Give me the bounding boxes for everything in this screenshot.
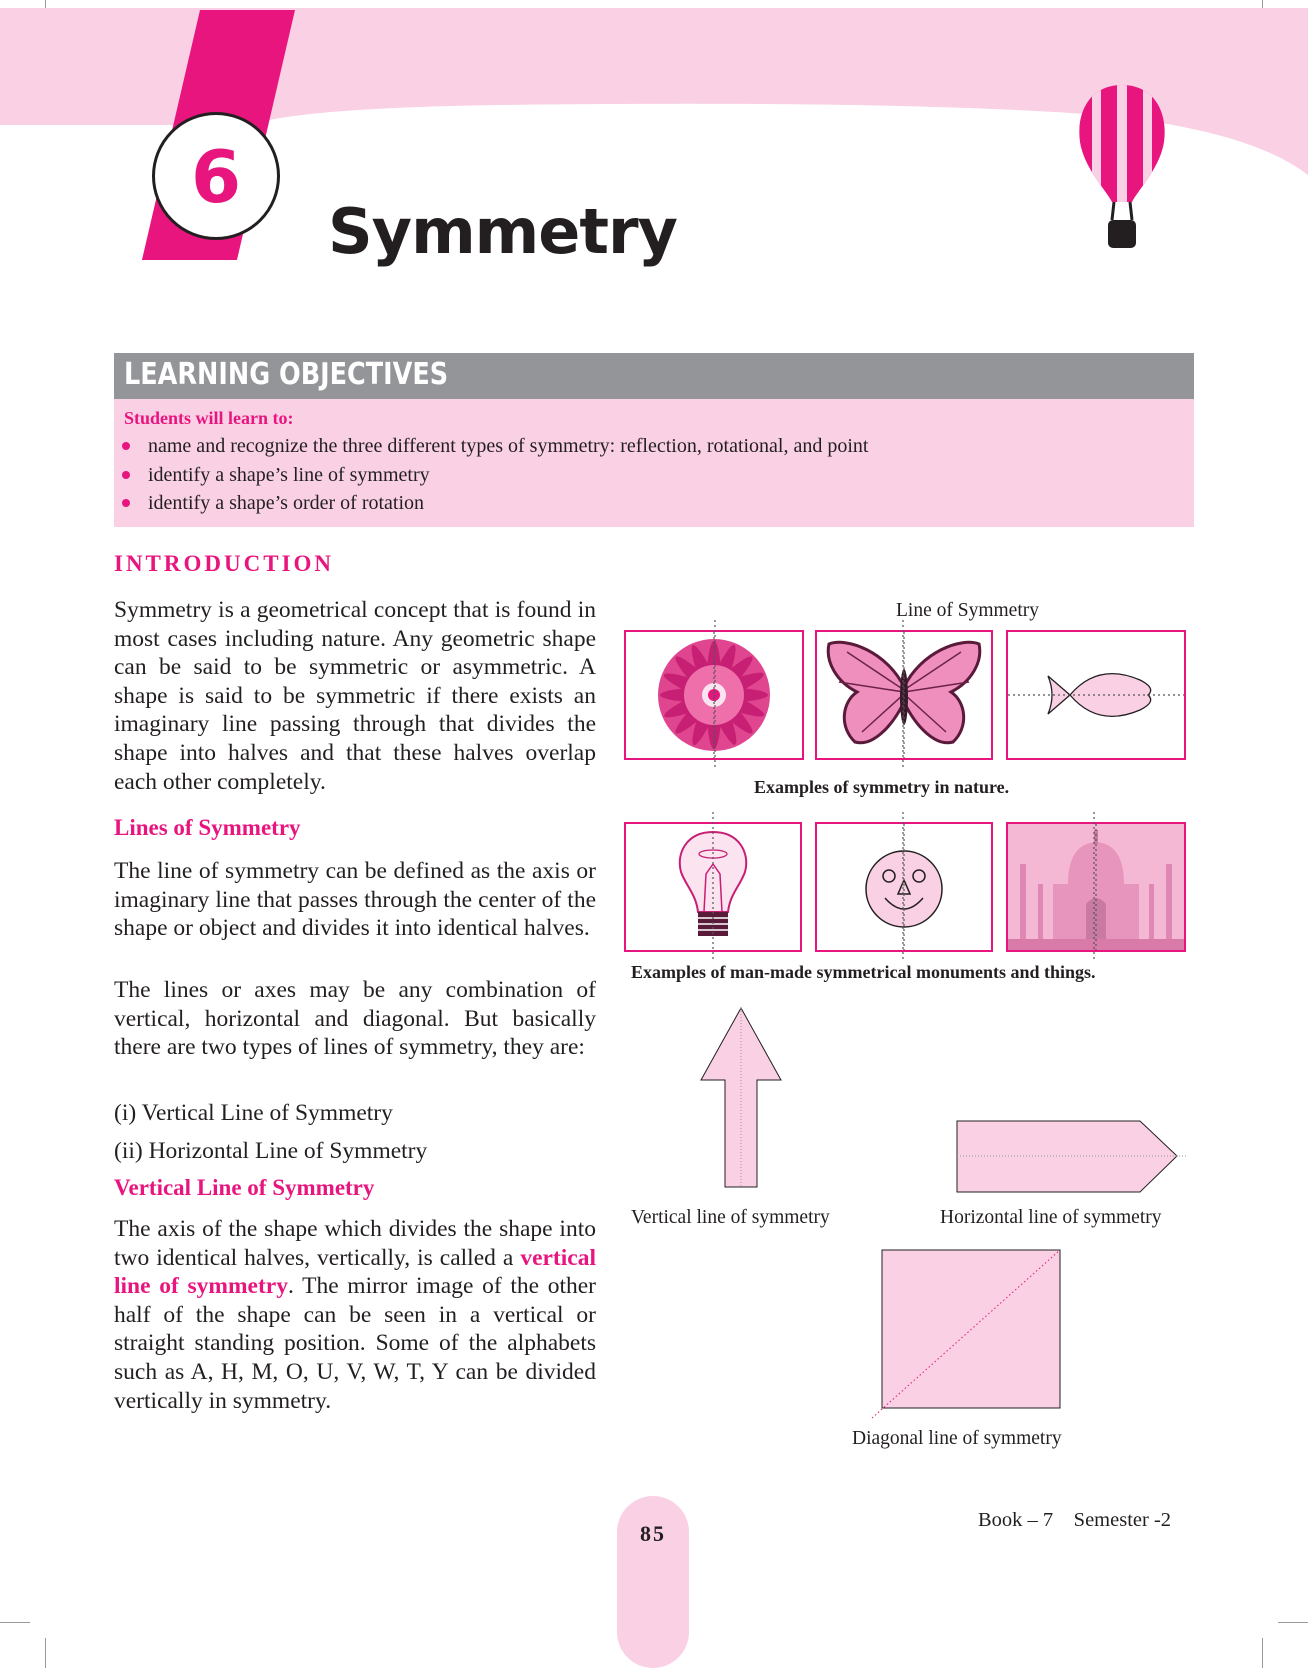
horizontal-pentagon-shape	[955, 1118, 1187, 1196]
vertical-arrow-shape	[696, 1005, 786, 1190]
diagonal-caption: Diagonal line of symmetry	[852, 1428, 1062, 1449]
learning-objectives-heading: LEARNING OBJECTIVES	[124, 357, 449, 392]
symmetry-axis-taj	[1091, 812, 1097, 962]
list-item: (ii) Horizontal Line of Symmetry	[114, 1138, 428, 1164]
book-semester-label: Book – 7 Semester -2	[978, 1509, 1172, 1531]
nature-caption: Examples of symmetry in nature.	[754, 777, 1010, 797]
bullet-icon	[122, 471, 130, 479]
vertical-line-paragraph: The axis of the shape which divides the shape into two identical halves, vertically, is called a vertical line of symmetry. The mirror image of the other half of the shape can be seen in a vertical or straight standing position. Some of the alphabets such as A, H, M, O, U, V, W, T, Y can be divided vertically in symmetry.	[114, 1216, 596, 1414]
symmetry-axis-bulb	[710, 812, 716, 962]
objective-item: identify a shape’s line of symmetry	[148, 464, 430, 487]
chapter-slash-shape	[130, 0, 132, 2]
chapter-title: Symmetry	[328, 195, 677, 268]
learning-objectives-lead: Students will learn to:	[124, 408, 294, 428]
lines-of-symmetry-heading: Lines of Symmetry	[114, 815, 301, 840]
symmetry-axis-smiley	[900, 812, 906, 962]
vertical-line-heading: Vertical Line of Symmetry	[114, 1175, 375, 1200]
objective-item: identify a shape’s order of rotation	[148, 492, 424, 515]
horizontal-caption: Horizontal line of symmetry	[940, 1207, 1162, 1228]
vertical-caption: Vertical line of symmetry	[631, 1207, 830, 1228]
manmade-caption: Examples of man-made symmetrical monuments and things.	[631, 962, 1096, 982]
hot-air-balloon-icon	[1072, 80, 1172, 260]
symmetry-axis-butterfly	[900, 620, 906, 770]
list-item: (i) Vertical Line of Symmetry	[114, 1100, 393, 1126]
fish-figure	[1006, 630, 1186, 760]
lines-of-symmetry-paragraph-2: The lines or axes may be any combination of vertical, horizontal and diagonal. But basically there are two types of lines of symmetry, they are:	[114, 977, 596, 1061]
vertical-line-highlight: vertical line of symmetry	[114, 1244, 596, 1300]
objective-item: name and recognize the three different types of symmetry: reflection, rotational, and point	[148, 435, 868, 458]
bullet-icon	[122, 499, 130, 507]
lines-of-symmetry-paragraph-1: The line of symmetry can be defined as the axis or imaginary line that passes through the center of the shape or object and divides it into identical halves.	[114, 858, 596, 942]
fish-icon	[1008, 632, 1184, 758]
symmetry-axis-flower	[712, 620, 718, 770]
page-number: 85	[640, 1521, 666, 1546]
bullet-icon	[122, 442, 130, 450]
introduction-paragraph: Symmetry is a geometrical concept that is found in most cases including nature. Any geometric shape can be said to be symmetric or asymmetric. A shape is said to be symmetric if there exists an imaginary line passing through that divides the shape into halves and that these halves overlap each other completely.	[114, 597, 596, 795]
introduction-heading: INTRODUCTION	[114, 551, 335, 576]
line-of-symmetry-label: Line of Symmetry	[896, 600, 1039, 621]
diagonal-square-shape	[870, 1245, 1066, 1420]
chapter-number-badge: 6	[152, 112, 280, 240]
